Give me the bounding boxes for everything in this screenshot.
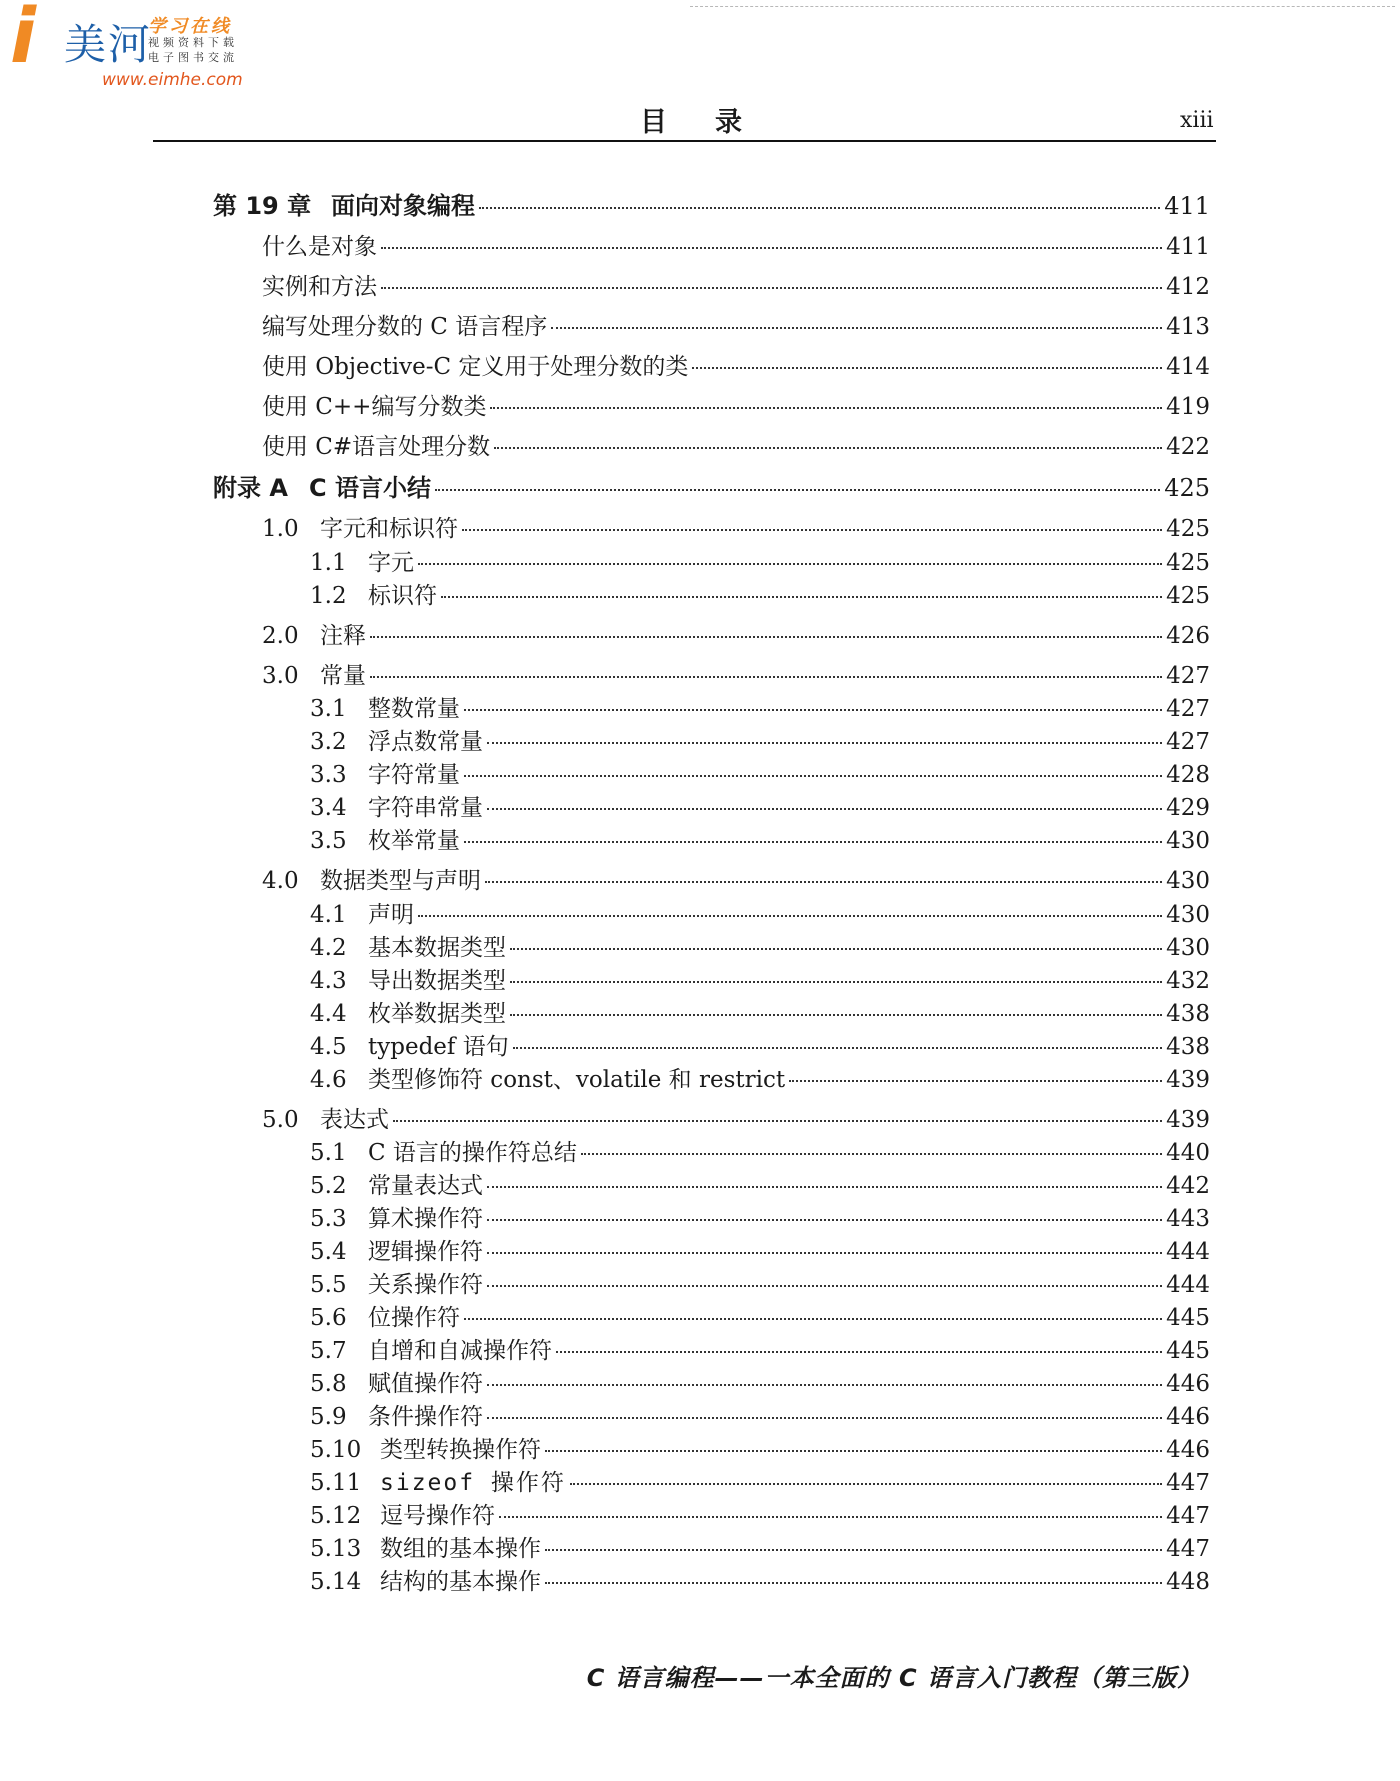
toc-subsection: 1.1 字元 425: [310, 550, 1210, 576]
toc-subsection: 5.6 位操作符 445: [310, 1305, 1210, 1331]
toc-subsection: 5.10 类型转换操作符 446: [310, 1437, 1210, 1463]
toc-subsection: 3.2 浮点数常量 427: [310, 729, 1210, 755]
toc-subsection: 5.3 算术操作符 443: [310, 1206, 1210, 1232]
toc-subsection: 5.9 条件操作符 446: [310, 1404, 1210, 1430]
toc-subsection: 1.2 标识符 425: [310, 583, 1210, 609]
toc-subsection: 4.4 枚举数据类型 438: [310, 1001, 1210, 1027]
toc-entry: 什么是对象 411: [262, 234, 1210, 260]
watermark-i-mark: i: [10, 0, 37, 80]
toc-subsection: 3.5 枚举常量 430: [310, 828, 1210, 854]
watermark-name: 美河: [64, 20, 153, 69]
toc-chapter: 第 19 章 面向对象编程 411: [213, 192, 1210, 220]
toc-subsection: 4.6 类型修饰符 const、volatile 和 restrict 439: [310, 1067, 1210, 1093]
toc-appendix: 附录 A C 语言小结 425: [213, 474, 1210, 502]
watermark-line-2: 视频资料下载: [148, 36, 238, 49]
toc-subsection: 5.2 常量表达式 442: [310, 1173, 1210, 1199]
toc-subsection: 4.5 typedef 语句 438: [310, 1034, 1210, 1060]
watermark-slogan: 学习在线: [148, 16, 232, 37]
toc-section: 5.0 表达式 439: [262, 1107, 1210, 1133]
site-watermark-logo: [6, 0, 256, 96]
toc-subsection: 5.14 结构的基本操作 448: [310, 1569, 1210, 1595]
page-number: xiii: [1180, 108, 1214, 133]
toc-section: 2.0 注释 426: [262, 623, 1210, 649]
toc-subsection: 3.1 整数常量 427: [310, 696, 1210, 722]
scan-artifact-line: [690, 6, 1395, 7]
toc-subsection: 3.3 字符常量 428: [310, 762, 1210, 788]
header-divider: [153, 140, 1216, 142]
toc-subsection: 5.11 sizeof 操作符 447: [310, 1470, 1210, 1496]
watermark-url: www.eimhe.com: [102, 70, 243, 90]
toc-subsection: 5.12 逗号操作符 447: [310, 1503, 1210, 1529]
toc-section: 4.0 数据类型与声明 430: [262, 868, 1210, 894]
toc-subsection: 4.3 导出数据类型 432: [310, 968, 1210, 994]
watermark-line-3: 电子图书交流: [148, 51, 238, 64]
toc-subsection: 5.8 赋值操作符 446: [310, 1371, 1210, 1397]
toc-entry: 实例和方法 412: [262, 274, 1210, 300]
toc-subsection: 5.5 关系操作符 444: [310, 1272, 1210, 1298]
toc-subsection: 5.13 数组的基本操作 447: [310, 1536, 1210, 1562]
toc-entry: 使用 C++编写分数类 419: [262, 394, 1210, 420]
book-title-footer: C 语言编程——一本全面的 C 语言入门教程（第三版）: [586, 1664, 1202, 1692]
toc-section: 1.0 字元和标识符 425: [262, 516, 1210, 542]
toc-subsection: 4.2 基本数据类型 430: [310, 935, 1210, 961]
toc-entry: 使用 Objective-C 定义用于处理分数的类 414: [262, 354, 1210, 380]
toc-subsection: 4.1 声明 430: [310, 902, 1210, 928]
toc-subsection: 5.7 自增和自减操作符 445: [310, 1338, 1210, 1364]
page-title: 目录: [640, 107, 790, 138]
toc-subsection: 5.4 逻辑操作符 444: [310, 1239, 1210, 1265]
toc-entry: 编写处理分数的 C 语言程序 413: [262, 314, 1210, 340]
toc-subsection: 3.4 字符串常量 429: [310, 795, 1210, 821]
toc-entry: 使用 C#语言处理分数 422: [262, 434, 1210, 460]
toc-section: 3.0 常量 427: [262, 663, 1210, 689]
toc-subsection: 5.1 C 语言的操作符总结 440: [310, 1140, 1210, 1166]
